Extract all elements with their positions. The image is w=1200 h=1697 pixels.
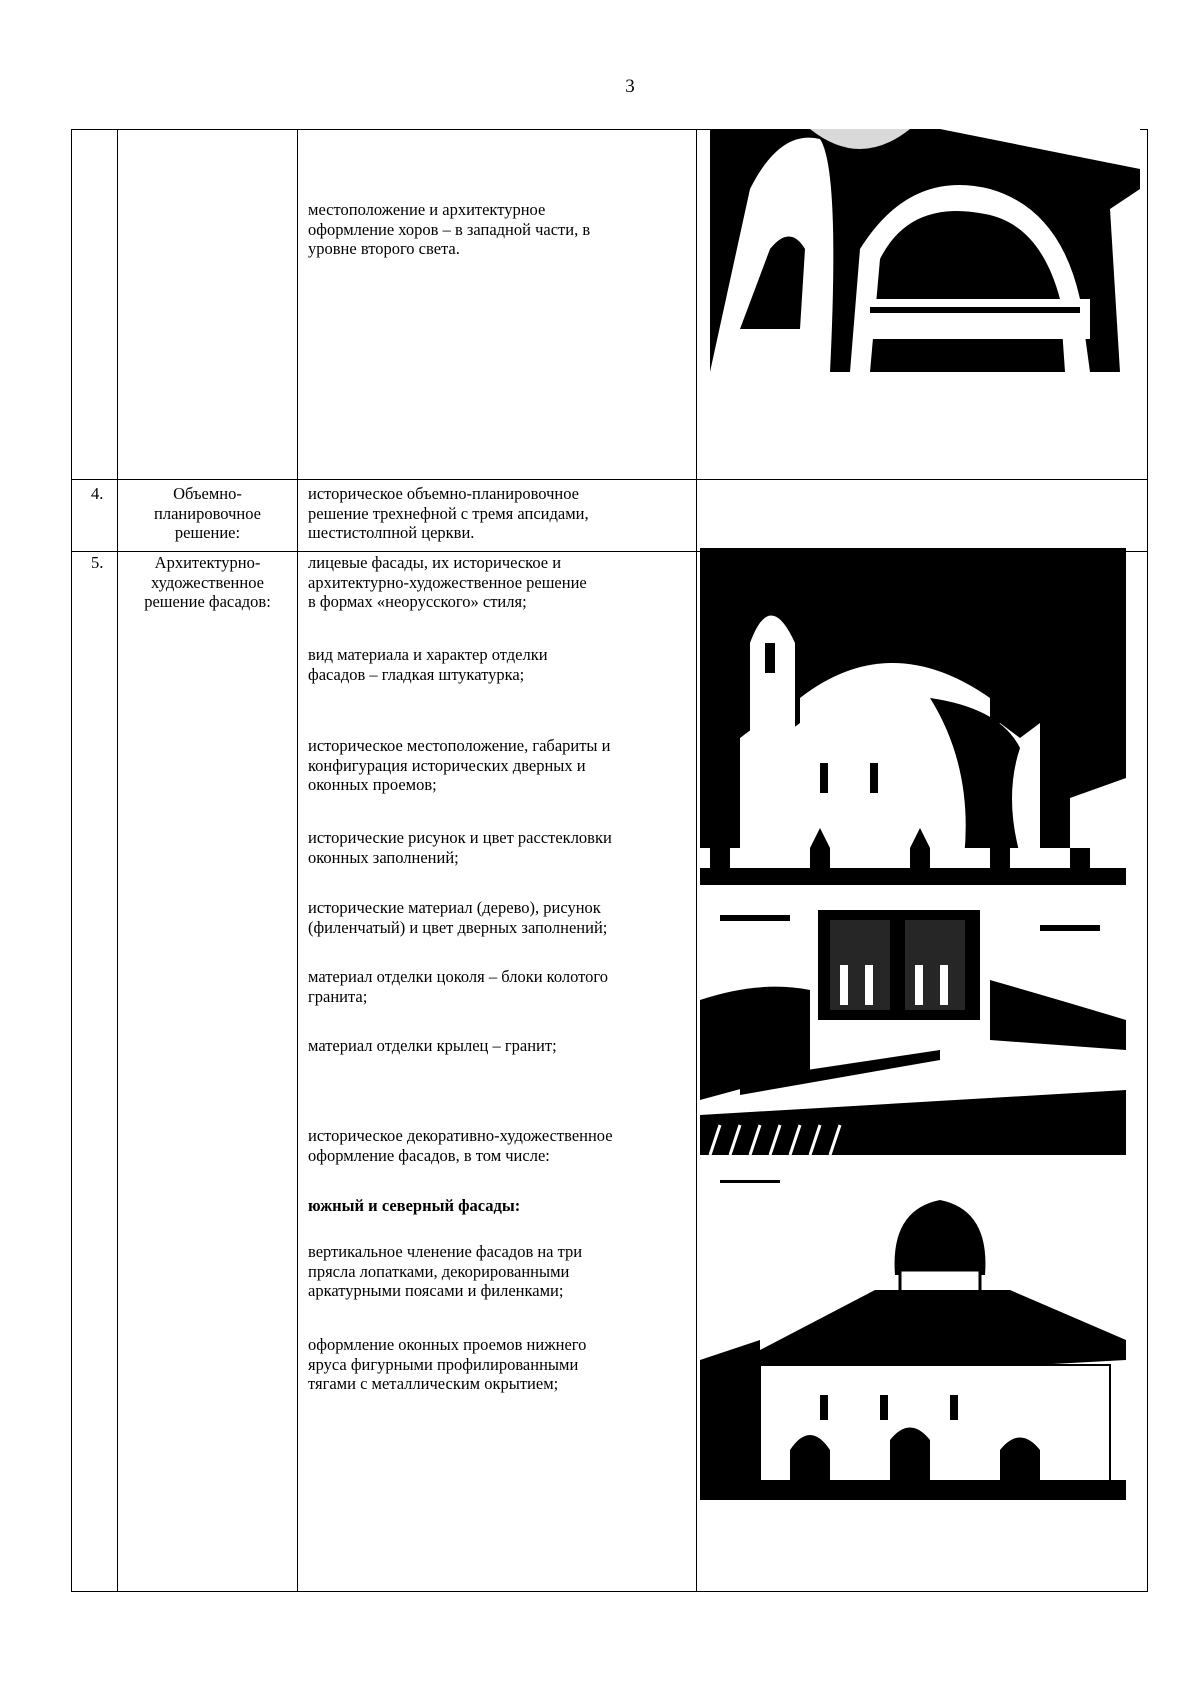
row-divider (71, 479, 1147, 480)
row-description: лицевые фасады, их историческое и архитектурно-художественное решение в формах «неорусского» стиля; (308, 553, 587, 611)
photo-church-facade-icon (700, 548, 1126, 885)
row-name: Архитектурно- художественное решение фасадов: (144, 553, 271, 611)
row-description: вид материала и характер отделки фасадов – гладкая штукатурка; (308, 645, 548, 684)
photo-church-entrance-icon (700, 910, 1126, 1155)
row-description: материал отделки крылец – гранит; (308, 1036, 557, 1055)
page-number: 3 (625, 76, 635, 97)
column-divider (117, 129, 118, 1592)
table-border-bottom (71, 1591, 1147, 1592)
photo-church-dome-icon (700, 1180, 1126, 1500)
column-divider (71, 129, 72, 1592)
column-divider (297, 129, 298, 1592)
row-description: историческое декоративно-художественное оформление фасадов, в том числе: (308, 1126, 613, 1165)
row-name: Объемно- планировочное решение: (154, 484, 261, 542)
row-number: 4. (91, 484, 104, 503)
row-description: исторические материал (дерево), рисунок (филенчатый) и цвет дверных заполнений; (308, 898, 608, 937)
row-description: вертикальное членение фасадов на три прясла лопатками, декорированными аркатурными поясами и филенками; (308, 1242, 583, 1300)
photo-interior-arches-icon (710, 129, 1140, 372)
row-subheading: южный и северный фасады: (308, 1196, 521, 1215)
row-description: местоположение и архитектурное оформление хоров – в западной части, в уровне второго света. (308, 200, 591, 258)
row-description: историческое объемно-планировочное решение трехнефной с тремя апсидами, шестистолпной церкви. (308, 484, 589, 542)
column-divider (696, 129, 697, 1592)
row-description: оформление оконных проемов нижнего яруса фигурными профилированными тягами с металлическим окрытием; (308, 1335, 587, 1393)
column-divider (1147, 129, 1148, 1592)
row-description: исторические рисунок и цвет расстекловки оконных заполнений; (308, 828, 612, 867)
row-description: историческое местоположение, габариты и конфигурация исторических дверных и оконных проемов; (308, 736, 611, 794)
row-number: 5. (91, 553, 104, 572)
row-description: материал отделки цоколя – блоки колотого гранита; (308, 967, 608, 1006)
